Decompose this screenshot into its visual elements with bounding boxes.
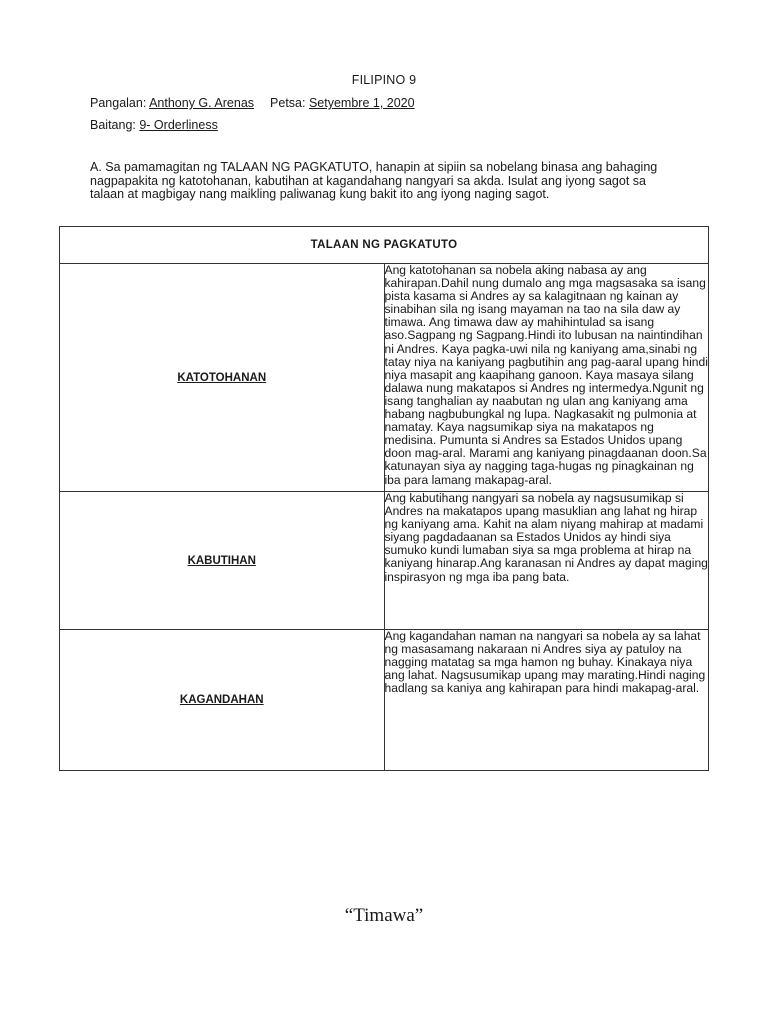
table-row <box>60 492 709 630</box>
page-title: FILIPINO 9 <box>351 73 417 87</box>
row-label-kabutihan <box>60 492 385 630</box>
table-row <box>60 264 709 492</box>
date-label: Petsa: <box>270 96 309 110</box>
name-date-line <box>90 96 415 110</box>
learning-table <box>59 226 709 771</box>
grade-label: Baitang: <box>90 118 140 132</box>
row-label-katotohanan <box>60 264 385 492</box>
date-value: Setyembre 1, 2020 <box>308 96 415 110</box>
name-label: Pangalan: <box>90 96 150 110</box>
table-row <box>60 630 709 771</box>
name-value: Anthony G. Arenas <box>149 96 255 110</box>
instructions: A. Sa pamamagitan ng TALAAN NG PAGKATUTO, hanapin at sipiin sa nobelang binasa ang bahaging nagpapakita ng katotohanan, kabutihan at kagandahang nangyari sa akda. Isulat ang iyong sagot sa talaan at magbigay nang maikling paliwanag kung bakit ito ang iyong naging sagot. <box>90 160 658 202</box>
row-label-text: KAGANDAHAN <box>179 694 264 706</box>
row-label-kagandahan <box>60 630 385 771</box>
row-label-text: KABUTIHAN <box>187 554 256 567</box>
table-heading: TALAAN NG PAGKATUTO <box>60 227 709 264</box>
row-text-kabutihan: Ang kabutihang nangyari sa nobela ay nagsusumikap si Andres na makatapos upang masuklian ang lahat ng hirap ng kaniyang ama. Kahit na alam niyang mahirap at madami siyang pagdadaanan sa Estados Unidos ay hindi siya sumuko kundi lumaban siya sa mga problema at hirap na kaniyang hinarap.Ang karanasan ni Andres ay dapat maging inspirasyon ng mga iba pang bata. <box>384 492 709 630</box>
row-label-text: KATOTOHANAN <box>177 371 267 384</box>
grade-value: 9- Orderliness <box>139 118 218 132</box>
novel-title-caption: “Timawa” <box>344 905 424 926</box>
row-text-katotohanan: Ang katotohanan sa nobela aking nabasa ay ang kahirapan.Dahil nung dumalo ang mga magsasaka sa isang pista kasama si Andres ay sa kalagitnaan ng kainan ay sinabihan sila ng isang mayaman na tao na sila daw ay timawa. Ang timawa daw ay mahihintulad sa isang aso.Sagpang ng Sagpang.Hindi ito lubusan na naintindihan ni Andres. Kaya pagka-uwi nila ng kaniyang ama,sinabi ng tatay niya na kaniyang pagbutihin ang pag-aaral upang hindi niya masapit ang kaapihang ganoon. Kaya masaya silang dalawa nung makatapos si Andres ng intermedya.Ngunit ng isang tanghalian ay naabutan ng ulan ang kaniyang ama habang nagbubungkal ng lupa. Nagkasakit ng pulmonia at namatay. Kaya nagsumikap siya na makatapos ng medisina. Pumunta si Andres sa Estados Unidos upang doon mag-aral. Marami ang kaniyang pinagdaanan doon.Sa katunayan siya ay nagging taga-hugas ng pinagkainan ng iba para lamang makapag-aral. <box>384 264 709 492</box>
grade-line <box>90 118 218 132</box>
row-text-kagandahan: Ang kagandahan naman na nangyari sa nobela ay sa lahat ng masasamang nakaraan ni Andres siya ay patuloy na nagging matatag sa mga hamon ng buhay. Kinakaya niya ang lahat. Nagsusumikap upang may marating.Hindi naging hadlang sa kaniya ang kahirapan para hindi makapag-aral. <box>384 630 709 771</box>
